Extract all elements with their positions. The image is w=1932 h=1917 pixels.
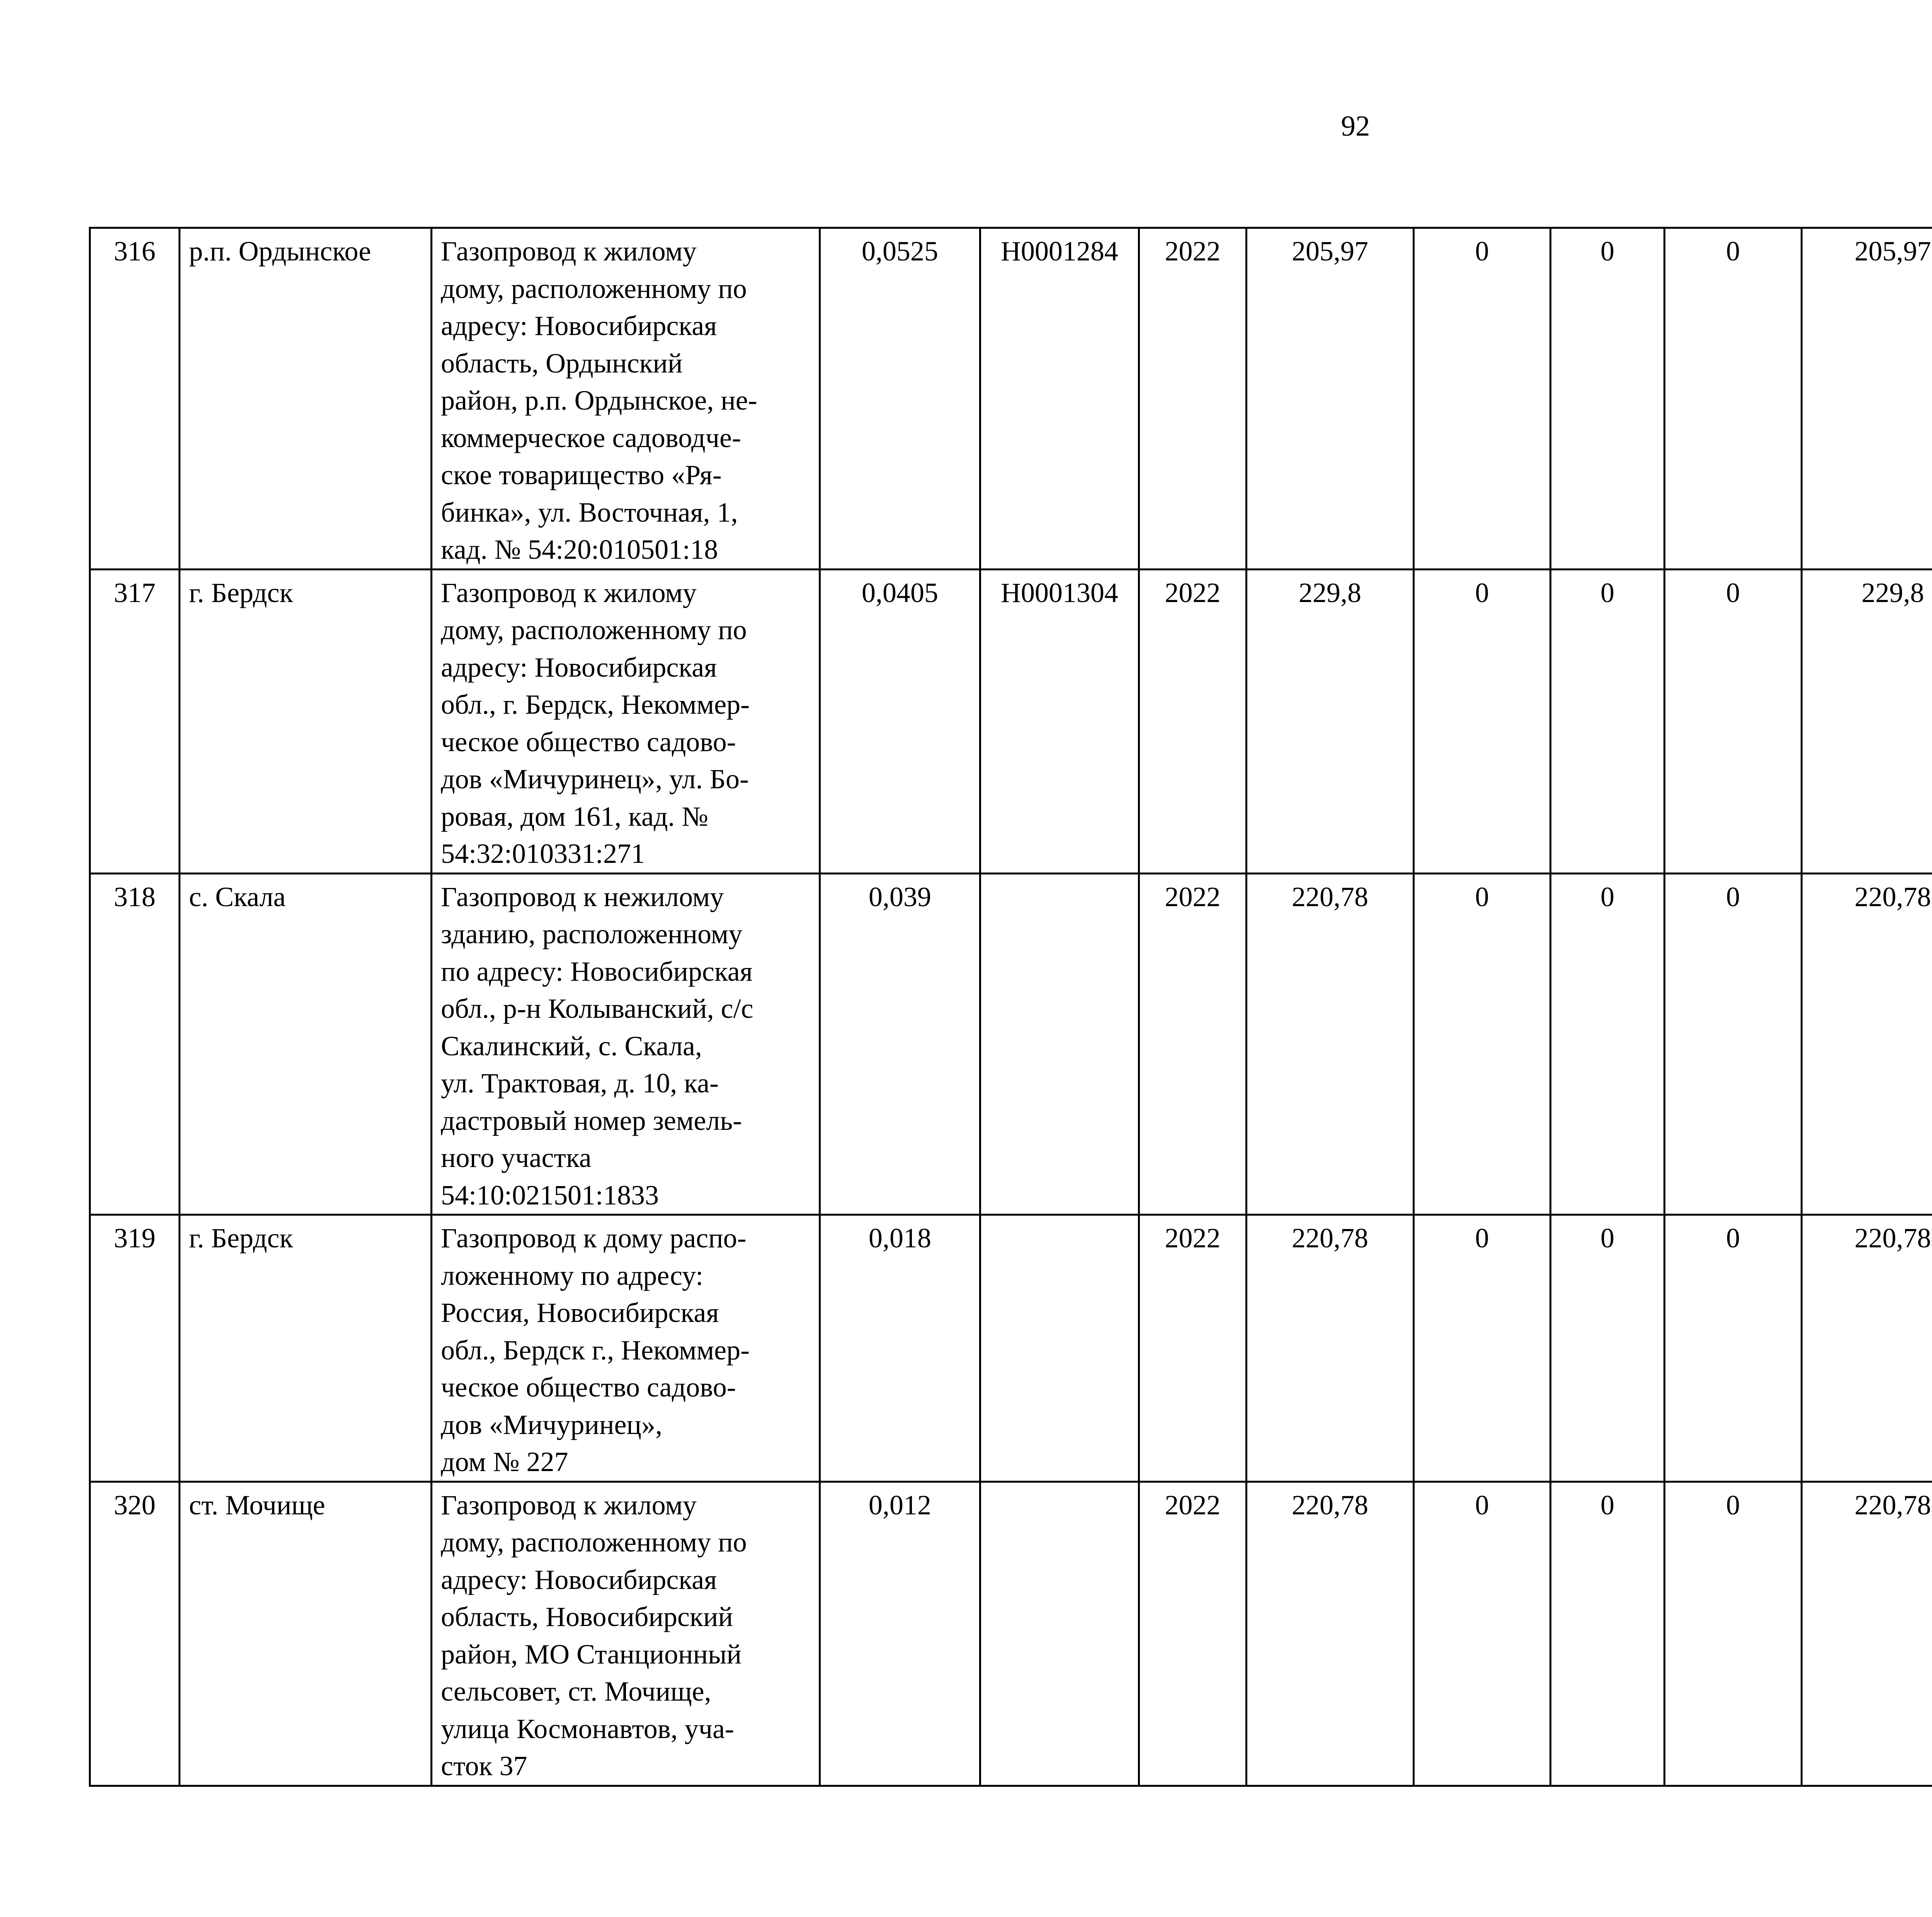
length-cell: 0,0405 [820,569,980,873]
description-line: ного участка [441,1142,592,1173]
description-line: ул. Трактовая, д. 10, ка- [441,1068,719,1099]
zero-cell: 0 [1551,1215,1665,1482]
locality-cell: г. Бердск [180,569,432,873]
description-line: ческое общество садово- [441,1372,736,1403]
description-line: ровая, дом 161, кад. № [441,801,709,832]
description-line: дов «Мичуринец», ул. Бо- [441,764,749,794]
zero-cell: 0 [1414,873,1551,1215]
row-number: 319 [90,1215,180,1482]
page-number: 92 [1341,110,1370,142]
code-cell [980,1215,1139,1482]
description-line: по адресу: Новосибирская [441,956,753,987]
value-cell: 220,78 [1247,1215,1414,1482]
description-line: район, р.п. Ордынское, не- [441,385,757,416]
description-line: коммерческое садоводче- [441,422,741,453]
description-line: ское товарищество «Ря- [441,459,722,490]
description-line: Газопровод к жилому [441,236,697,267]
description-line: адресу: Новосибирская [441,651,717,683]
description-line: ложенному по адресу: [441,1260,704,1291]
description-line: кад. № 54:20:010501:18 [441,534,718,565]
description-line: область, Ордынский [441,347,683,379]
year-cell: 2022 [1139,1215,1247,1482]
total-cell: 229,8 [1802,569,1932,873]
year-cell: 2022 [1139,873,1247,1215]
description-line: Газопровод к нежилому [441,881,724,912]
description-cell [432,228,820,570]
description-line: Скалинский, с. Скала, [441,1030,702,1061]
description-cell [432,873,820,1215]
zero-cell: 0 [1414,228,1551,570]
zero-cell: 0 [1551,569,1665,873]
length-cell: 0,0525 [820,228,980,570]
length-cell: 0,018 [820,1215,980,1482]
zero-cell: 0 [1665,228,1802,570]
row-number: 318 [90,873,180,1215]
description-line: область, Новосибирский [441,1601,733,1632]
total-cell: 205,97 [1802,228,1932,570]
description-line: сток 37 [441,1750,527,1781]
description-line: Газопровод к жилому [441,1489,697,1521]
data-table [89,227,1932,1787]
description-line: 54:10:021501:1833 [441,1179,659,1211]
description-line: адресу: Новосибирская [441,1564,717,1595]
description-cell [432,1215,820,1482]
description-line: бинка», ул. Восточная, 1, [441,497,738,528]
length-cell: 0,012 [820,1482,980,1786]
description-line: 54:32:010331:271 [441,838,645,869]
description-cell [432,569,820,873]
zero-cell: 0 [1665,1215,1802,1482]
zero-cell: 0 [1665,873,1802,1215]
description-line: ческое общество садово- [441,726,736,757]
description-line: дов «Мичуринец», [441,1409,662,1440]
description-line: улица Космонавтов, уча- [441,1713,734,1744]
zero-cell: 0 [1551,1482,1665,1786]
description-line: дом № 227 [441,1446,568,1477]
row-number: 316 [90,228,180,570]
description-line: обл., г. Бердск, Некоммер- [441,689,750,720]
value-cell: 220,78 [1247,873,1414,1215]
row-number: 317 [90,569,180,873]
description-line: адресу: Новосибирская [441,310,717,341]
zero-cell: 0 [1414,1215,1551,1482]
year-cell: 2022 [1139,569,1247,873]
table-row [90,873,1932,1215]
table-row [90,228,1932,570]
description-line: Газопровод к дому распо- [441,1223,747,1254]
description-line: район, МО Станционный [441,1638,742,1670]
length-cell: 0,039 [820,873,980,1215]
table-row [90,1215,1932,1482]
code-cell [980,873,1139,1215]
description-line: Газопровод к жилому [441,577,697,608]
description-line: сельсовет, ст. Мочище, [441,1676,711,1707]
zero-cell: 0 [1414,569,1551,873]
description-line: Россия, Новосибирская [441,1297,719,1328]
locality-cell: ст. Мочище [180,1482,432,1786]
zero-cell: 0 [1551,873,1665,1215]
code-cell: Н0001304 [980,569,1139,873]
locality-cell: р.п. Ордынское [180,228,432,570]
value-cell: 205,97 [1247,228,1414,570]
row-number: 320 [90,1482,180,1786]
locality-cell: г. Бердск [180,1215,432,1482]
description-line: обл., Бердск г., Некоммер- [441,1334,750,1366]
zero-cell: 0 [1414,1482,1551,1786]
description-cell [432,1482,820,1786]
description-line: дому, расположенному по [441,1527,747,1558]
total-cell: 220,78 [1802,873,1932,1215]
year-cell: 2022 [1139,228,1247,570]
description-line: дому, расположенному по [441,614,747,645]
code-cell: Н0001284 [980,228,1139,570]
value-cell: 220,78 [1247,1482,1414,1786]
description-line: дому, расположенному по [441,273,747,304]
value-cell: 229,8 [1247,569,1414,873]
code-cell [980,1482,1139,1786]
description-line: дастровый номер земель- [441,1105,742,1136]
table-row [90,569,1932,873]
zero-cell: 0 [1551,228,1665,570]
zero-cell: 0 [1665,1482,1802,1786]
year-cell: 2022 [1139,1482,1247,1786]
total-cell: 220,78 [1802,1215,1932,1482]
description-line: обл., р-н Колыванский, с/с [441,993,753,1024]
locality-cell: с. Скала [180,873,432,1215]
zero-cell: 0 [1665,569,1802,873]
description-line: зданию, расположенному [441,919,743,949]
total-cell: 220,78 [1802,1482,1932,1786]
table-body [90,228,1932,1786]
table-row [90,1482,1932,1786]
